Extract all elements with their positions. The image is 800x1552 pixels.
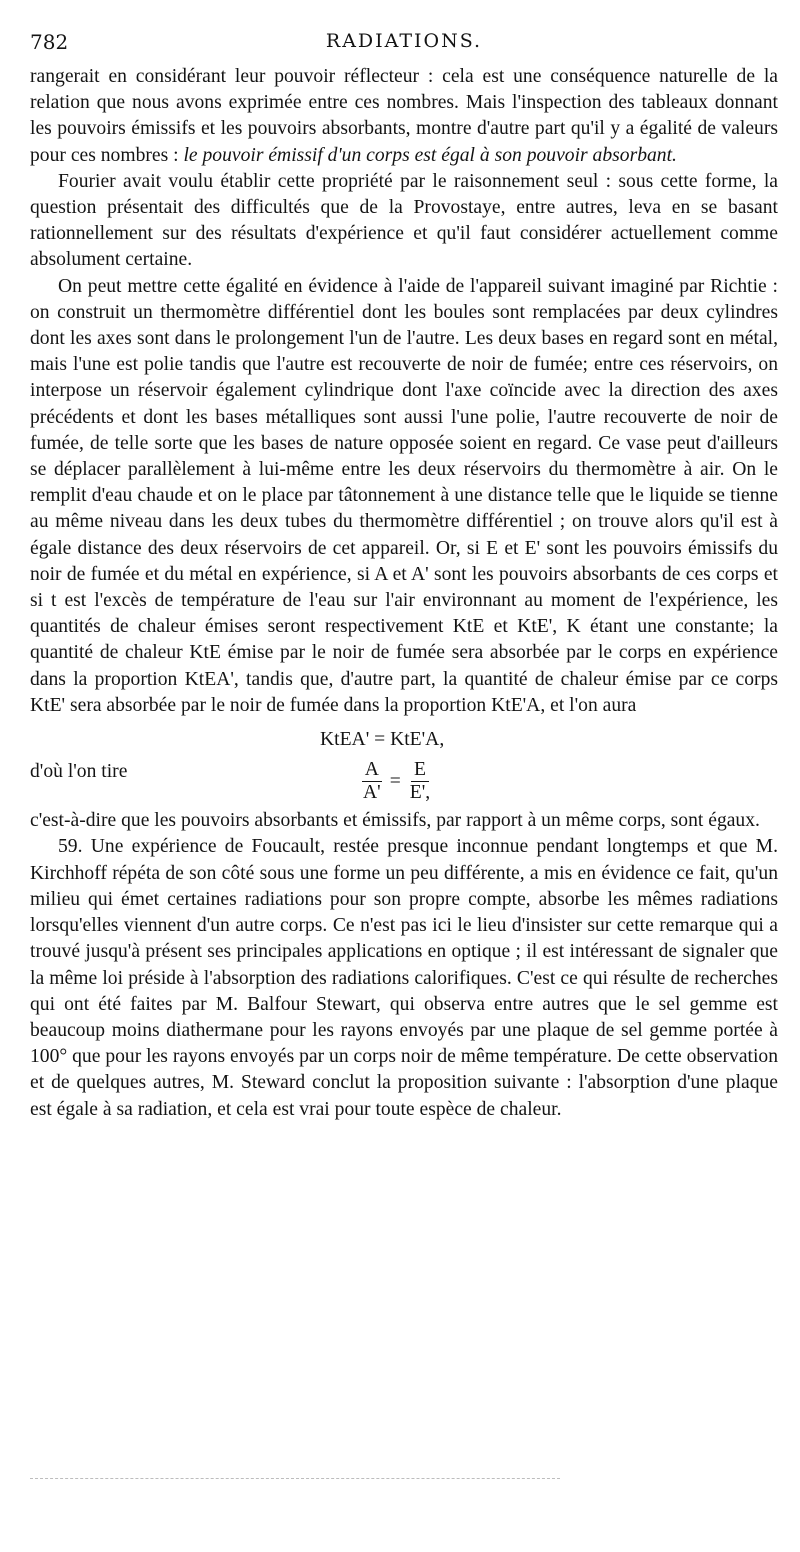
equals-sign: = — [389, 770, 401, 792]
fraction-rhs — [407, 759, 433, 804]
footer-rule — [30, 1478, 560, 1479]
emphasized-statement: le pouvoir émissif d'un corps est égal à son pouvoir absorbant. — [183, 144, 677, 166]
paragraph-section-59: 59. Une expérience de Foucault, restée presque inconnue pendant longtemps et que M. Kirchhoff répéta de son côté sous une forme un peu différente, a mis en évidence ce fait, qu'un milieu qui émet certaines radiations pour son propre compte, absorbe les mêmes radiations lorsqu'elles viennent d'un autre corps. Ce n'est pas ici le lieu d'insister sur cette remarque qui a trouvé jusqu'à présent ses principales applications en optique ; il est intéressant de signaler que la même loi préside à l'absorption des radiations calorifiques. C'est ce qui résulte de recherches qui ont été faites par M. Balfour Stewart, qui observa entre autres que le sel gemme est beaucoup moins diathermane pour les rayons envoyés par une plaque de sel gemme portée à 100° que pour les rayons envoyés par un corps noir de même température. De cette observation et de quelques autres, M. Steward conclut la proposition suivante : l'absorption d'une plaque est égale à sa radiation, et cela est vrai pour toute espèce de chaleur. — [30, 836, 778, 1120]
fraction-rhs-denominator: E', — [409, 782, 431, 804]
equation-1: KtEA' = KtE'A, — [320, 729, 445, 751]
equation-2-line — [30, 759, 778, 804]
page-header — [30, 30, 778, 64]
running-head: RADIATIONS. — [325, 30, 483, 52]
fraction-lhs — [360, 759, 384, 804]
paragraph-richtie: On peut mettre cette égalité en évidence à l'aide de l'appareil suivant imaginé par Richtie : on construit un thermomètre différentiel dont les boules sont remplacées par deux cylindres dont les axes sont dans le prolongement l'un de l'autre. Les deux bases en regard sont en métal, mais l'une est polie tandis que l'autre est recouverte de noir de fumée; entre ces réservoirs, on interpose un réservoir également cylindrique dont l'axe coïncide avec la direction des axes précédents et dont les bases métalliques sont aussi l'une polie, l'autre recouverte de noir de fumée, de telle sorte que les bases de nature opposée soient en regard. Ce vase peut d'ailleurs se déplacer parallèlement à lui-même entre les deux réservoirs du thermomètre à air. On le remplit d'eau chaude et on le place par tâtonnement à une distance telle que le liquide se tienne au même niveau dans les deux tubes du thermomètre différentiel ; on trouve alors qu'il est à égale distance des deux réservoirs de cet appareil. Or, si E et E' sont les pouvoirs émissifs du noir de fumée et du métal en expérience, si A et A' sont les pouvoirs absorbants de ces corps et si t est l'excès de température de l'eau sur l'air environnant au moment de l'expérience, les quantités de chaleur émises seront respectivement KtE et KtE', K étant une constante; la quantité de chaleur KtE émise par le noir de fumée sera absorbée par le corps en expérience dans la proportion KtEA', tandis que, d'autre part, la quantité de chaleur émise par ce corps KtE' sera absorbée par le noir de fumée dans la proportion KtE'A, et l'on aura — [30, 275, 778, 716]
fraction-lhs-denominator: A' — [363, 782, 381, 804]
fraction-rhs-numerator: E — [411, 759, 429, 782]
paragraph-fourier: Fourier avait voulu établir cette propriété par le raisonnement seul : sous cette forme, la question présentait des difficultés que de la Provostaye, entre autres, leva en se basant rationnellement sur des résultats d'expérience et qu'il faut considérer actuellement comme absolument certaine. — [30, 170, 778, 271]
fraction-lhs-numerator: A — [362, 759, 382, 782]
page-number: 782 — [30, 30, 69, 54]
paragraph-continued — [30, 64, 778, 169]
paragraph-text: rangerait en considérant leur pouvoir réflecteur : cela est une conséquence naturelle de la relation que nous avons exprimée entre ces nombres. Mais l'inspection des tableaux donnant les pouvoirs émissifs et les pouvoirs absorbants, montre d'autre part qu'il y a égalité de valeurs pour ces nombres : — [30, 66, 778, 166]
equation-lead-text: d'où l'on tire — [30, 761, 128, 783]
paragraph-conclusion: c'est-à-dire que les pouvoirs absorbants et émissifs, par rapport à un même corps, sont égaux. — [30, 810, 760, 832]
body-text — [30, 64, 778, 1123]
